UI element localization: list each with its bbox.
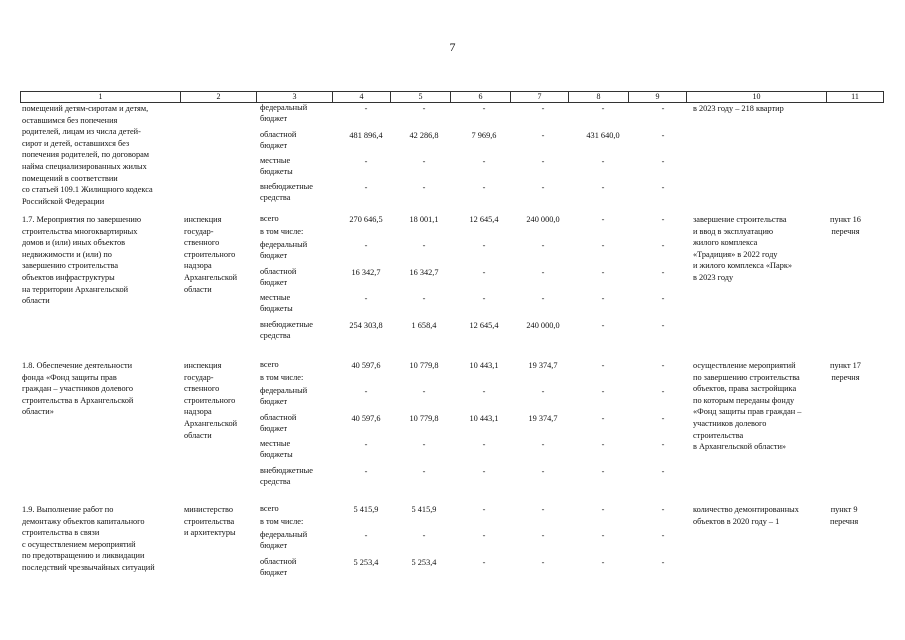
- amount-cell: -: [601, 467, 605, 476]
- amount-cell: -: [601, 321, 605, 330]
- header-col-1: 1: [21, 92, 181, 102]
- amount-cell: -: [364, 104, 368, 113]
- amount-cell: -: [541, 131, 545, 140]
- amount-cell: -: [601, 241, 605, 250]
- amount-cell: -: [422, 387, 426, 396]
- item-title: 1.9. Выполнение работ по демонтажу объектов капитального строительства в связи с осуществлением мероприятий по предотвращению и ликвидации последствий чрезвычайных ситуаций: [22, 505, 155, 572]
- funding-source: внебюджетные средства: [260, 320, 313, 340]
- amount-cell: -: [364, 294, 368, 303]
- amount-cell: -: [661, 104, 665, 113]
- funding-source: федеральный бюджет: [260, 240, 308, 260]
- amount-cell: -: [661, 321, 665, 330]
- amount-cell: -: [364, 183, 368, 192]
- amount-cell: -: [661, 241, 665, 250]
- amount-cell: -: [364, 467, 368, 476]
- amount-cell: 481 896,4: [349, 131, 383, 140]
- amount-cell: -: [601, 268, 605, 277]
- item-executor: инспекция государ- ственного строительного надзора Архангельской области: [184, 361, 238, 440]
- funding-source: областной бюджет: [260, 130, 297, 150]
- amount-cell: -: [541, 241, 545, 250]
- amount-cell: -: [482, 183, 486, 192]
- amount-cell: -: [422, 531, 426, 540]
- amount-cell: 431 640,0: [586, 131, 620, 140]
- page-number: 7: [449, 40, 456, 54]
- item-reference: пункт 16 перечня: [830, 215, 861, 236]
- item-result: осуществление мероприятий по завершению строительства объектов, права застройщика по которым переданы фонду «Фонд защиты прав граждан – участников долевого строительства в Архангельской области»: [693, 361, 802, 452]
- amount-cell: -: [661, 183, 665, 192]
- funding-source: областной бюджет: [260, 267, 297, 287]
- amount-cell: -: [661, 215, 665, 224]
- amount-cell: 5 253,4: [411, 558, 437, 567]
- header-col-2: 2: [181, 92, 257, 102]
- item-executor: инспекция государ- ственного строительного надзора Архангельской области: [184, 215, 238, 294]
- amount-cell: 16 342,7: [351, 268, 381, 277]
- amount-cell: -: [482, 268, 486, 277]
- amount-cell: 5 415,9: [411, 505, 437, 514]
- funding-source: областной бюджет: [260, 557, 297, 577]
- amount-cell: -: [482, 558, 486, 567]
- header-col-9: 9: [629, 92, 687, 102]
- amount-cell: -: [422, 241, 426, 250]
- item-result: количество демонтированных объектов в 2020 году – 1: [693, 505, 799, 526]
- funding-source: в том числе:: [260, 227, 304, 236]
- item-reference: пункт 17 перечня: [830, 361, 861, 382]
- amount-cell: -: [482, 387, 486, 396]
- amount-cell: -: [482, 505, 486, 514]
- amount-cell: 16 342,7: [409, 268, 439, 277]
- item-reference: пункт 9 перечня: [830, 505, 859, 526]
- amount-cell: 240 000,0: [526, 321, 560, 330]
- amount-cell: 12 645,4: [469, 321, 499, 330]
- amount-cell: -: [364, 241, 368, 250]
- amount-cell: 270 646,5: [349, 215, 383, 224]
- amount-cell: -: [364, 387, 368, 396]
- amount-cell: -: [422, 104, 426, 113]
- funding-source: в том числе:: [260, 517, 304, 526]
- amount-cell: 5 253,4: [353, 558, 379, 567]
- amount-cell: 1 658,4: [411, 321, 437, 330]
- amount-cell: -: [601, 157, 605, 166]
- item-title: помещений детям-сиротам и детям, оставшимся без попечения родителей, лицам из числа детей- сирот и детей, оставшихся без попечения родителей, по договорам найма специализированных жилых помещений в соответствии со статьей 109.1 Жилищного кодекса Российской Федерации: [22, 104, 153, 206]
- funding-source: местные бюджеты: [260, 293, 293, 313]
- amount-cell: -: [364, 440, 368, 449]
- amount-cell: 5 415,9: [353, 505, 379, 514]
- funding-source: федеральный бюджет: [260, 103, 308, 123]
- amount-cell: -: [422, 157, 426, 166]
- amount-cell: 7 969,6: [471, 131, 497, 140]
- amount-cell: 10 443,1: [469, 414, 499, 423]
- amount-cell: -: [364, 531, 368, 540]
- item-title: 1.7. Мероприятия по завершению строительства многоквартирных домов и (или) иных объектов недвижимости и (или) по завершению строительства объектов инфраструктуры на территории Архангельской области: [22, 215, 142, 306]
- amount-cell: -: [661, 505, 665, 514]
- amount-cell: -: [601, 558, 605, 567]
- header-col-7: 7: [511, 92, 569, 102]
- amount-cell: -: [661, 268, 665, 277]
- funding-source: федеральный бюджет: [260, 530, 308, 550]
- funding-source: в том числе:: [260, 373, 304, 382]
- item-executor: министерство строительства и архитектуры: [184, 505, 236, 538]
- header-col-5: 5: [391, 92, 451, 102]
- amount-cell: -: [482, 241, 486, 250]
- amount-cell: -: [541, 558, 545, 567]
- amount-cell: 40 597,6: [351, 414, 381, 423]
- amount-cell: -: [601, 183, 605, 192]
- amount-cell: -: [482, 104, 486, 113]
- amount-cell: -: [364, 157, 368, 166]
- amount-cell: -: [422, 294, 426, 303]
- amount-cell: -: [541, 104, 545, 113]
- amount-cell: -: [601, 361, 605, 370]
- funding-source: всего: [260, 360, 279, 369]
- amount-cell: 254 303,8: [349, 321, 383, 330]
- amount-cell: -: [661, 157, 665, 166]
- amount-cell: -: [661, 531, 665, 540]
- amount-cell: 19 374,7: [528, 361, 558, 370]
- amount-cell: -: [482, 467, 486, 476]
- amount-cell: -: [541, 294, 545, 303]
- header-col-4: 4: [333, 92, 391, 102]
- amount-cell: -: [541, 157, 545, 166]
- header-col-8: 8: [569, 92, 629, 102]
- amount-cell: -: [601, 414, 605, 423]
- amount-cell: -: [541, 268, 545, 277]
- amount-cell: -: [661, 387, 665, 396]
- funding-source: всего: [260, 214, 279, 223]
- amount-cell: -: [601, 104, 605, 113]
- amount-cell: 19 374,7: [528, 414, 558, 423]
- amount-cell: -: [482, 157, 486, 166]
- amount-cell: -: [661, 361, 665, 370]
- amount-cell: 240 000,0: [526, 215, 560, 224]
- funding-source: федеральный бюджет: [260, 386, 308, 406]
- amount-cell: 42 286,8: [409, 131, 439, 140]
- amount-cell: -: [601, 294, 605, 303]
- amount-cell: -: [541, 183, 545, 192]
- amount-cell: -: [541, 440, 545, 449]
- amount-cell: -: [601, 505, 605, 514]
- amount-cell: -: [422, 183, 426, 192]
- amount-cell: -: [541, 531, 545, 540]
- amount-cell: 10 779,8: [409, 414, 439, 423]
- funding-source: всего: [260, 504, 279, 513]
- table-header: [20, 91, 884, 103]
- amount-cell: -: [601, 531, 605, 540]
- funding-source: внебюджетные средства: [260, 466, 313, 486]
- amount-cell: -: [661, 414, 665, 423]
- amount-cell: -: [422, 440, 426, 449]
- amount-cell: -: [601, 440, 605, 449]
- header-col-10: 10: [687, 92, 827, 102]
- amount-cell: -: [661, 558, 665, 567]
- amount-cell: -: [661, 440, 665, 449]
- amount-cell: -: [482, 531, 486, 540]
- amount-cell: -: [422, 467, 426, 476]
- funding-source: местные бюджеты: [260, 439, 293, 459]
- funding-source: местные бюджеты: [260, 156, 293, 176]
- amount-cell: 18 001,1: [409, 215, 439, 224]
- amount-cell: -: [661, 467, 665, 476]
- item-result: завершение строительства и ввод в эксплуатацию жилого комплекса «Традиция» в 2022 году и жилого комплекса «Парк» в 2023 году: [693, 215, 793, 282]
- header-col-6: 6: [451, 92, 511, 102]
- amount-cell: -: [482, 440, 486, 449]
- amount-cell: -: [601, 215, 605, 224]
- header-col-11: 11: [851, 92, 859, 101]
- amount-cell: 12 645,4: [469, 215, 499, 224]
- funding-source: внебюджетные средства: [260, 182, 313, 202]
- amount-cell: -: [541, 467, 545, 476]
- amount-cell: 10 779,8: [409, 361, 439, 370]
- amount-cell: -: [541, 387, 545, 396]
- amount-cell: 40 597,6: [351, 361, 381, 370]
- amount-cell: -: [541, 505, 545, 514]
- funding-source: областной бюджет: [260, 413, 297, 433]
- amount-cell: -: [661, 294, 665, 303]
- item-title: 1.8. Обеспечение деятельности фонда «Фонд защиты прав граждан – участников долевого строительства в Архангельской области»: [22, 361, 134, 417]
- amount-cell: -: [482, 294, 486, 303]
- amount-cell: 10 443,1: [469, 361, 499, 370]
- header-col-3: 3: [257, 92, 333, 102]
- amount-cell: -: [661, 131, 665, 140]
- item-result: в 2023 году – 218 квартир: [693, 104, 784, 113]
- amount-cell: -: [601, 387, 605, 396]
